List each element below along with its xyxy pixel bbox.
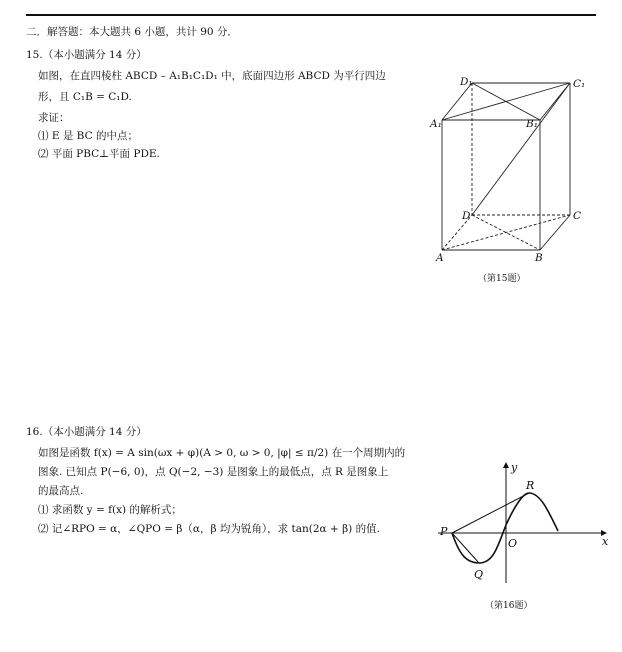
label-D: D <box>462 210 471 222</box>
q16-sine-figure <box>430 455 615 620</box>
label-P: P <box>440 525 448 538</box>
top-rule <box>26 14 596 16</box>
label-y: y <box>511 461 518 474</box>
q15-prove-label: 求证： <box>38 112 70 124</box>
label-O: O <box>508 537 518 550</box>
q15-stem-line1: 如图，在直四棱柱 ABCD – A₁B₁C₁D₁ 中，底面四边形 ABCD 为平行四边 <box>38 70 386 82</box>
diag-DC1 <box>472 83 570 215</box>
sine-curve <box>452 493 558 563</box>
q16-caption: （第16题） <box>485 601 533 611</box>
q16-part2: ⑵ 记∠RPO = α，∠QPO = β（α，β 均为锐角），求 tan(2α + β) 的值. <box>38 523 380 535</box>
q15-header: 15.（本小题满分 14 分） <box>26 49 147 61</box>
diag-A1C1 <box>442 83 570 120</box>
label-B1: B₁ <box>526 118 538 130</box>
section-heading: 二．解答题：本大题共 6 小题，共计 90 分． <box>26 26 238 38</box>
q16-stem-line2: 图象. 已知点 P(−6, 0)，点 Q(−2, −3) 是图象上的最低点，点 R 是图象上 <box>38 466 389 478</box>
label-x: x <box>602 535 609 548</box>
q15-part1: ⑴ E 是 BC 的中点； <box>38 130 138 142</box>
label-A: A <box>436 252 444 264</box>
edge-A1D1 <box>442 83 472 120</box>
label-A1: A₁ <box>430 118 442 130</box>
segment-PR <box>452 493 529 533</box>
q16-stem-line1: 如图是函数 f(x) = A sin(ωx + φ)(A > 0, ω > 0, |φ| ≤ π/2) 在一个周期内的 <box>38 447 406 459</box>
q16-header: 16.（本小题满分 14 分） <box>26 426 147 438</box>
q15-part2: ⑵ 平面 PBC⊥平面 PDE. <box>38 148 160 160</box>
edge-BC <box>540 215 570 250</box>
q16-part1: ⑴ 求函数 y = f(x) 的解析式； <box>38 504 182 516</box>
q15-caption: （第15题） <box>478 274 526 284</box>
label-D1: D₁ <box>460 76 473 88</box>
label-B: B <box>535 252 543 264</box>
label-C1: C₁ <box>573 78 586 90</box>
q15-prism-figure <box>420 65 600 290</box>
label-C: C <box>573 210 582 222</box>
label-Q: Q <box>474 568 484 581</box>
label-R: R <box>526 479 535 492</box>
q15-stem-line2: 形，且 C₁B = C₁D. <box>38 91 132 103</box>
q16-stem-line3: 的最高点. <box>38 485 84 497</box>
